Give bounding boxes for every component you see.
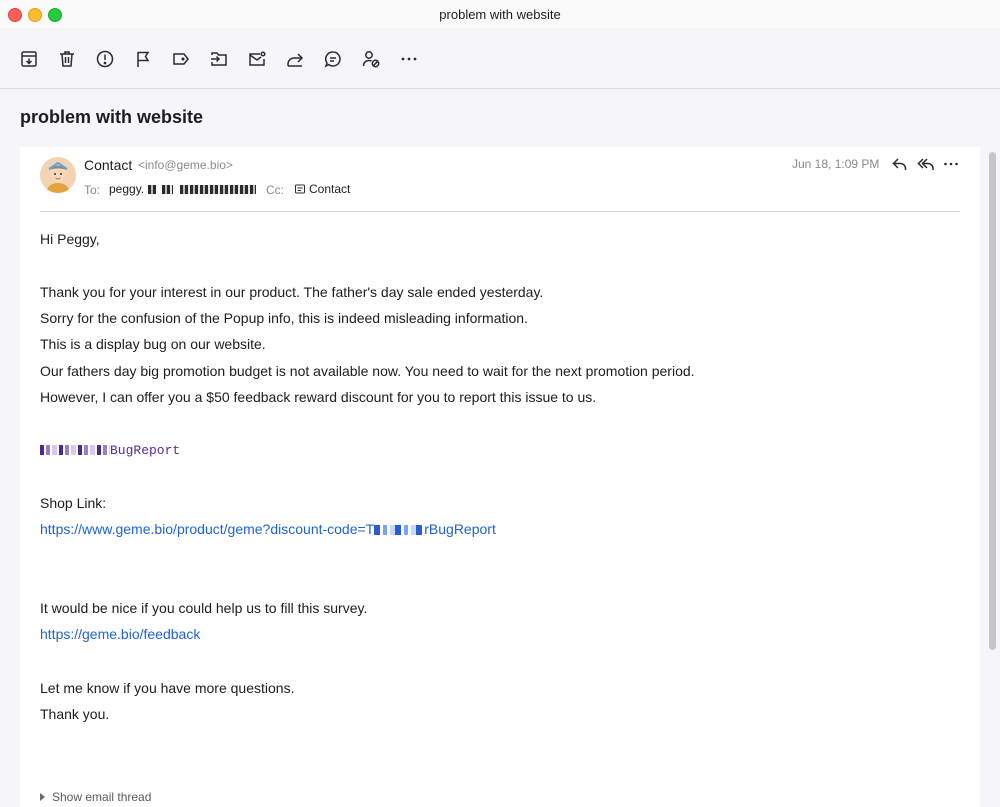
mark-unread-icon bbox=[247, 49, 267, 69]
body-paragraph: However, I can offer you a $50 feedback reward discount for you to report this issue to us. bbox=[40, 389, 597, 405]
flag-button[interactable] bbox=[132, 48, 154, 70]
mark-unread-button[interactable] bbox=[246, 48, 268, 70]
more-icon bbox=[942, 155, 960, 173]
block-sender-button[interactable] bbox=[360, 48, 382, 70]
move-icon bbox=[209, 49, 229, 69]
redacted-text bbox=[374, 525, 424, 535]
message-date: Jun 18, 1:09 PM bbox=[792, 157, 880, 171]
flag-icon bbox=[133, 49, 153, 69]
block-sender-icon bbox=[361, 49, 381, 69]
contact-card-icon bbox=[294, 183, 306, 195]
more-actions-button[interactable] bbox=[398, 48, 420, 70]
archive-button[interactable] bbox=[18, 48, 40, 70]
shop-link-label: Shop Link: bbox=[40, 495, 107, 511]
body-greeting: Hi Peggy, bbox=[40, 231, 100, 247]
body-paragraph: Thank you for your interest in our product. The father's day sale ended yesterday. bbox=[40, 284, 544, 300]
reply-all-icon bbox=[917, 155, 935, 173]
email-subject: problem with website bbox=[20, 107, 204, 127]
report-spam-button[interactable] bbox=[94, 48, 116, 70]
discount-code[interactable] bbox=[40, 443, 180, 458]
body-paragraph: Sorry for the confusion of the Popup info, this is indeed misleading information. bbox=[40, 310, 528, 326]
redacted-text bbox=[148, 185, 156, 194]
discount-code-suffix: BugReport bbox=[110, 443, 181, 458]
archive-icon bbox=[19, 49, 39, 69]
survey-text: It would be nice if you could help us to fill this survey. bbox=[40, 600, 368, 616]
show-email-thread[interactable] bbox=[40, 790, 151, 804]
comment-button[interactable] bbox=[322, 48, 344, 70]
reply-icon bbox=[891, 155, 909, 173]
message-card bbox=[20, 147, 980, 807]
spam-icon bbox=[95, 49, 115, 69]
title-bar bbox=[0, 0, 1000, 28]
scrollbar[interactable] bbox=[989, 152, 996, 650]
show-thread-label: Show email thread bbox=[52, 790, 152, 804]
shop-link[interactable] bbox=[40, 521, 496, 537]
shop-link-prefix: https://www.geme.bio/product/geme?discount-code=T bbox=[40, 521, 375, 537]
redacted-text bbox=[162, 185, 173, 194]
trash-icon bbox=[57, 49, 77, 69]
cc-recipient[interactable]: Contact bbox=[309, 182, 351, 196]
label-icon bbox=[171, 49, 191, 69]
reply-button[interactable] bbox=[891, 155, 909, 173]
message-more-button[interactable] bbox=[942, 155, 960, 173]
body-paragraph: This is a display bug on our website. bbox=[40, 336, 266, 352]
more-icon bbox=[399, 49, 419, 69]
redacted-text bbox=[180, 185, 256, 194]
cc-label: Cc: bbox=[266, 183, 284, 197]
toolbar bbox=[0, 28, 1000, 89]
closing-line: Let me know if you have more questions. bbox=[40, 680, 295, 696]
to-recipient[interactable]: peggy. bbox=[109, 182, 145, 196]
sender-name[interactable]: Contact bbox=[84, 157, 133, 173]
forward-icon bbox=[285, 49, 305, 69]
avatar[interactable] bbox=[40, 157, 76, 193]
shop-link-suffix: rBugReport bbox=[424, 521, 496, 537]
redacted-text bbox=[40, 445, 110, 455]
closing-line: Thank you. bbox=[40, 706, 110, 722]
to-label: To: bbox=[84, 183, 101, 197]
header-divider bbox=[40, 211, 960, 212]
sender-email[interactable]: <info@geme.bio> bbox=[138, 158, 233, 172]
comment-icon bbox=[323, 49, 343, 69]
forward-button[interactable] bbox=[284, 48, 306, 70]
avatar-icon bbox=[40, 157, 76, 193]
delete-button[interactable] bbox=[56, 48, 78, 70]
reply-all-button[interactable] bbox=[917, 155, 935, 173]
label-button[interactable] bbox=[170, 48, 192, 70]
move-button[interactable] bbox=[208, 48, 230, 70]
body-paragraph: Our fathers day big promotion budget is not available now. You need to wait for the next promotion period. bbox=[40, 363, 695, 379]
survey-link[interactable]: https://geme.bio/feedback bbox=[40, 626, 201, 642]
window-title: problem with website bbox=[439, 7, 561, 22]
